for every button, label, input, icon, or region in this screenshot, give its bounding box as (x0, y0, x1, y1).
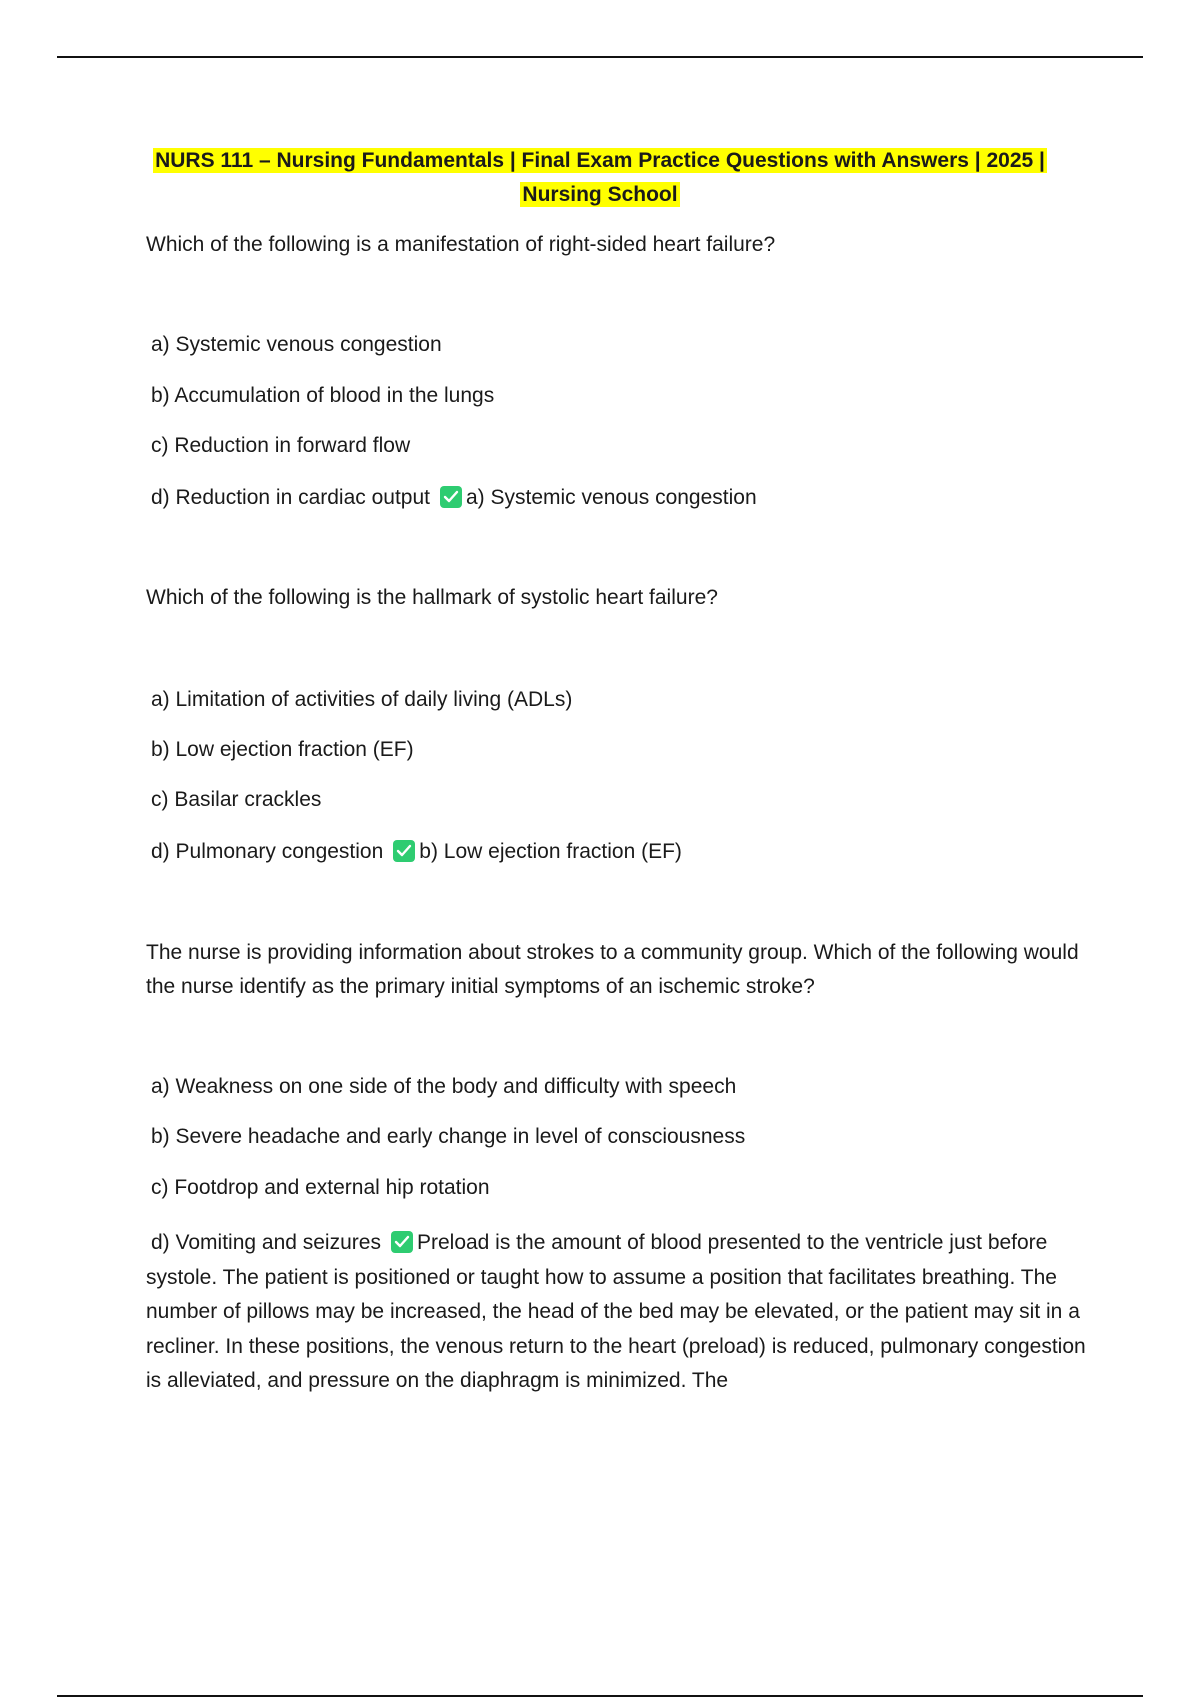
question-2-text: Which of the following is the hallmark of systolic heart failure? (146, 586, 718, 609)
question-3-answer: Preload is the amount of blood presented to the ventricle just before systole. The patient is positioned or taught how to assume a position that facilitates breathing. The number of pillows may be increased, the head of the bed may be elevated, or the patient may sit in a recliner. In these positions, the venous return to the heart (preload) is reduced, pulmonary congestion is alleviated, and pressure on the diaphragm is minimized. The (146, 1231, 1086, 1392)
title-line-1: NURS 111 – Nursing Fundamentals | Final Exam Practice Questions with Answers | 2025 | (155, 149, 1045, 172)
document-title (100, 144, 1100, 212)
question-1-option-c: c) Reduction in forward flow (151, 434, 411, 457)
question-3-option-c: c) Footdrop and external hip rotation (151, 1176, 490, 1199)
check-mark-icon (393, 840, 415, 862)
question-3-option-a: a) Weakness on one side of the body and difficulty with speech (151, 1075, 737, 1098)
question-2-option-d: d) Pulmonary congestion (151, 840, 384, 863)
bottom-rule (57, 1695, 1143, 1697)
question-3-text: The nurse is providing information about strokes to a community group. Which of the following would the nurse identify as the primary initial symptoms of an ischemic stroke? (146, 941, 1079, 998)
title-line-2: Nursing School (522, 183, 678, 206)
question-2-option-a: a) Limitation of activities of daily living (ADLs) (151, 688, 573, 711)
question-1-option-d: d) Reduction in cardiac output (151, 486, 430, 509)
question-2-answer: b) Low ejection fraction (EF) (419, 840, 682, 863)
question-1-option-a: a) Systemic venous congestion (151, 333, 442, 356)
question-3-option-b: b) Severe headache and early change in level of consciousness (151, 1125, 746, 1148)
question-3-option-d-rationale (146, 1226, 1096, 1399)
question-2-option-b: b) Low ejection fraction (EF) (151, 738, 414, 761)
question-3-option-d: d) Vomiting and seizures (151, 1231, 381, 1254)
question-2-option-c: c) Basilar crackles (151, 788, 322, 811)
question-1-option-d-row (151, 483, 757, 513)
question-2-option-d-row (151, 837, 682, 867)
check-mark-icon (391, 1231, 413, 1253)
check-mark-icon (440, 486, 462, 508)
question-1-option-b: b) Accumulation of blood in the lungs (151, 384, 495, 407)
top-rule (57, 56, 1143, 58)
question-1-answer: a) Systemic venous congestion (466, 486, 757, 509)
question-1-text: Which of the following is a manifestation of right-sided heart failure? (146, 233, 776, 256)
